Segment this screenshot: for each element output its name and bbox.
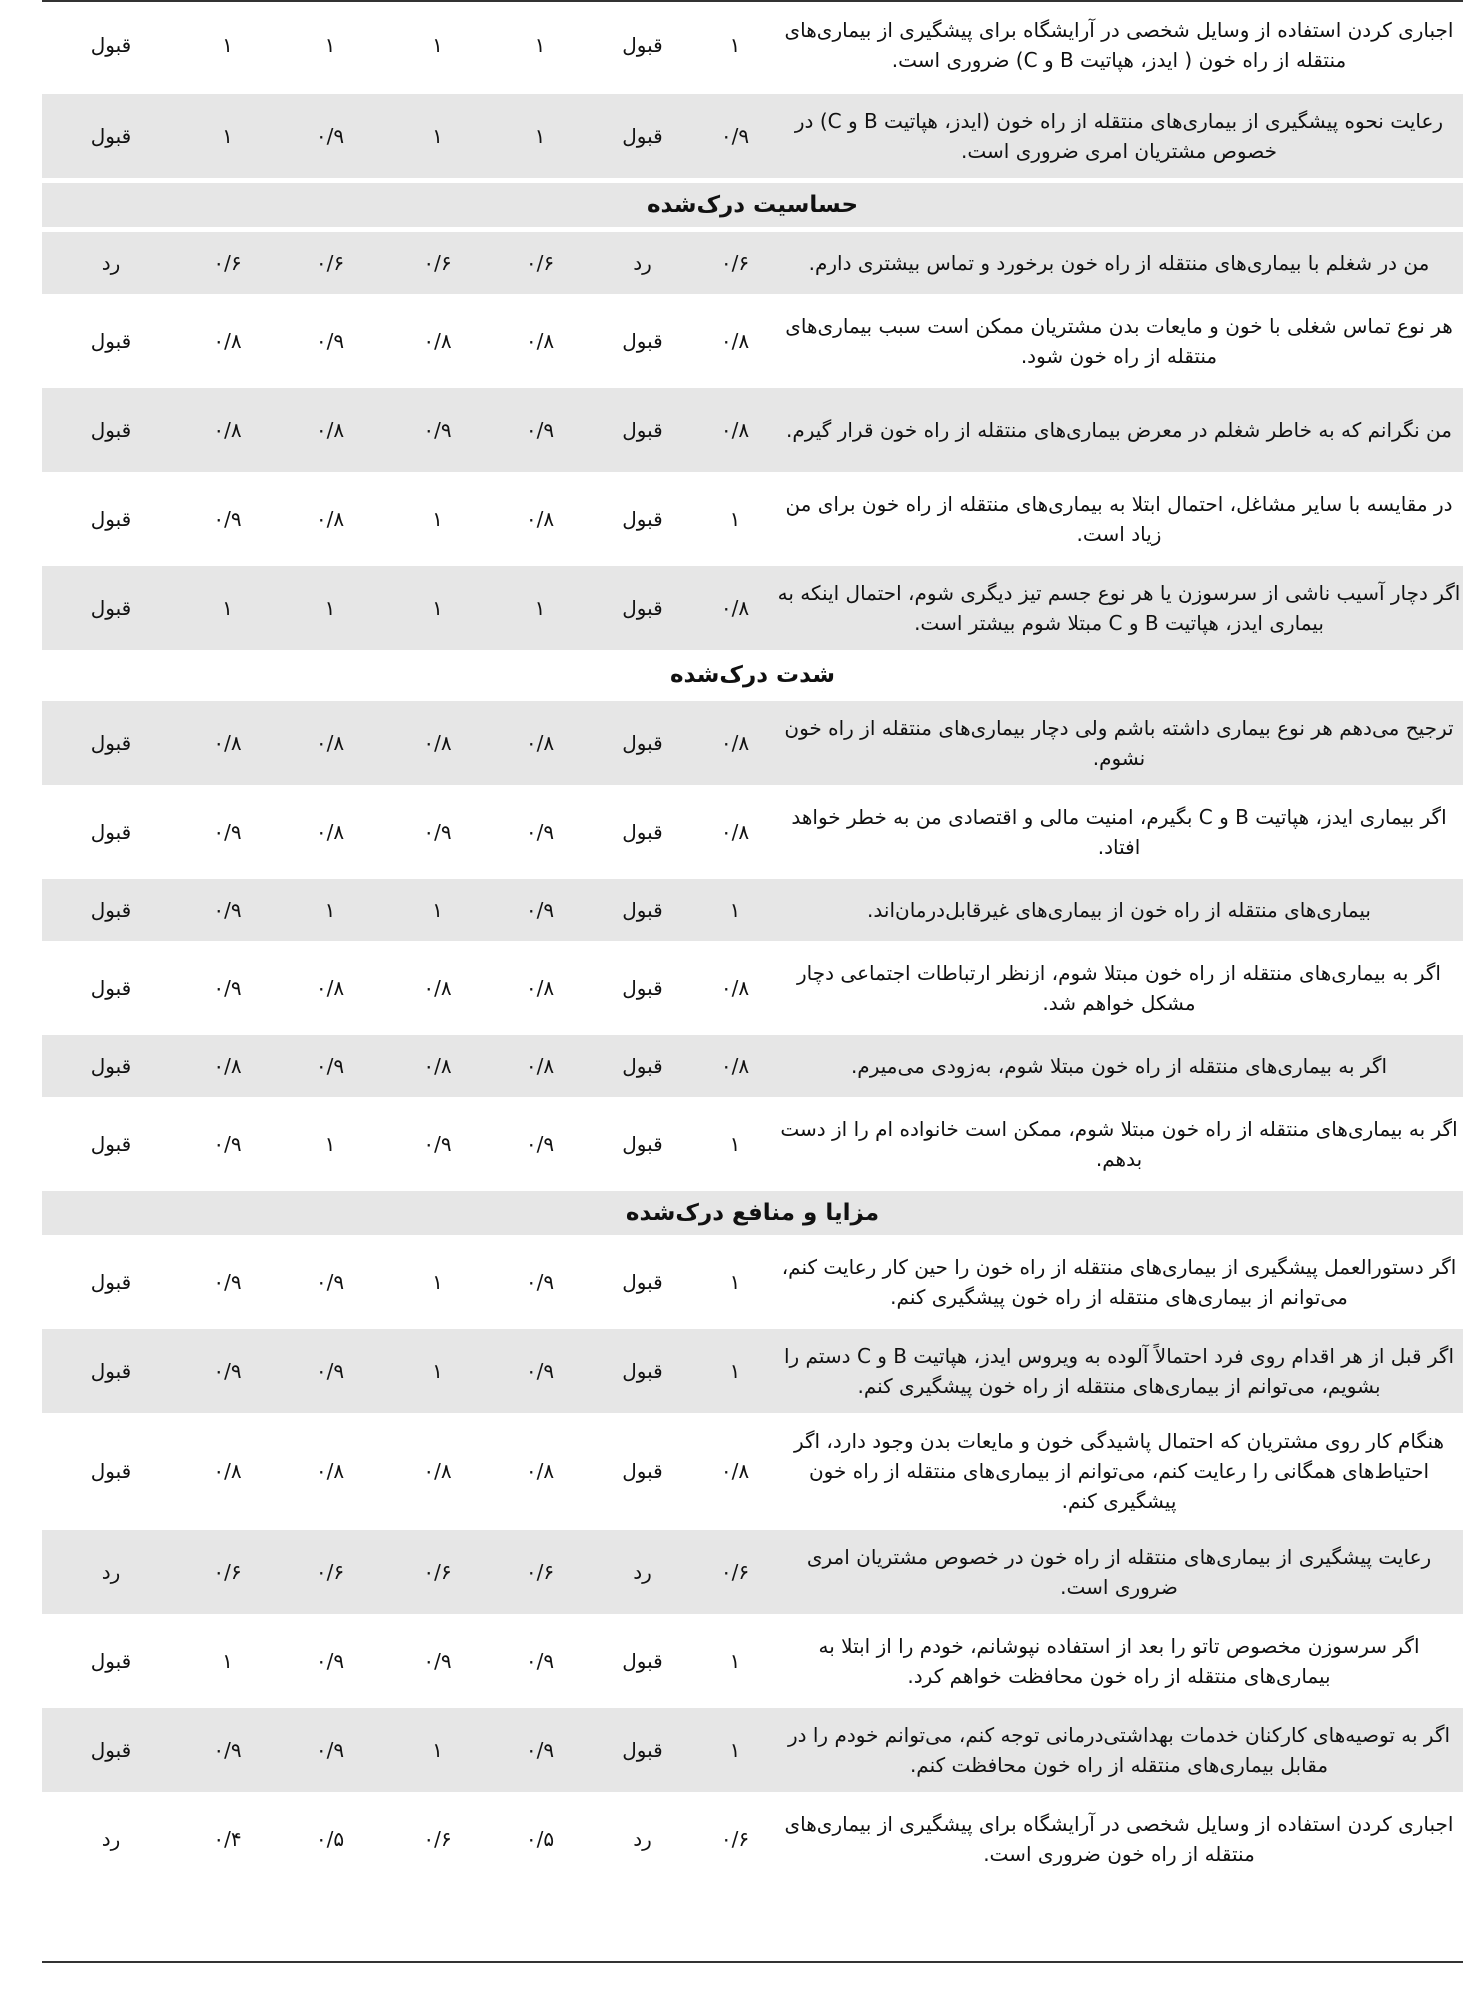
value-cell: ۱ — [275, 2, 385, 91]
value-cell: ۰/۹ — [180, 787, 275, 876]
statement-cell: اگر به توصیه‌های کارکنان خدمات بهداشتی‌درمانی توجه کنم، می‌توانم خودم را در مقابل بیماری‌های منتقله از راه خون محافظت کنم. — [775, 1705, 1463, 1794]
statement-cell: هنگام کار روی مشتریان که احتمال پاشیدگی خون و مایعات بدن وجود دارد، اگر احتیاط‌های همگانی را رعایت کنم، می‌توانم از بیماری‌های منتقله از راه خون پیشگیری کنم. — [775, 1415, 1463, 1527]
value-cell: ۰/۸ — [695, 296, 775, 385]
value-cell: ۰/۶ — [180, 229, 275, 296]
value-cell: ۰/۹ — [385, 1099, 490, 1188]
statement-cell: اجباری کردن استفاده از وسایل شخصی در آرایشگاه برای پیشگیری از بیماری‌های منتقله از راه خون ضروری است. — [775, 1794, 1463, 1883]
value-cell: ۰/۹ — [275, 1032, 385, 1099]
value-cell: قبول — [590, 385, 695, 474]
value-cell: ۰/۹ — [490, 1237, 590, 1326]
value-cell: قبول — [590, 876, 695, 943]
table-row — [42, 698, 1463, 787]
value-cell: قبول — [42, 563, 180, 652]
value-cell: قبول — [42, 1705, 180, 1794]
value-cell: ۰/۹ — [385, 1616, 490, 1705]
statement-cell: ترجیح می‌دهم هر نوع بیماری داشته باشم ولی دچار بیماری‌های منتقله از راه خون نشوم. — [775, 698, 1463, 787]
value-cell: قبول — [42, 474, 180, 563]
value-cell: ۱ — [385, 474, 490, 563]
validity-table — [42, 2, 1463, 1886]
value-cell: ۰/۶ — [275, 1527, 385, 1616]
value-cell: ۰/۹ — [180, 1705, 275, 1794]
value-cell: ۰/۴ — [180, 1794, 275, 1883]
value-cell: ۰/۹ — [490, 1099, 590, 1188]
value-cell: ۰/۸ — [385, 1415, 490, 1527]
statement-cell: اگر قبل از هر اقدام روی فرد احتمالاً آلوده به ویروس ایدز، هپاتیت B و C دستم را بشویم، می‌توانم از بیماری‌های منتقله از راه خون پیشگیری کنم. — [775, 1326, 1463, 1415]
statement-cell: بیماری‌های منتقله از راه خون از بیماری‌های غیرقابل‌درمان‌اند. — [775, 876, 1463, 943]
value-cell: ۱ — [695, 876, 775, 943]
value-cell: ۱ — [180, 1616, 275, 1705]
value-cell: ۰/۸ — [490, 698, 590, 787]
value-cell: ۰/۹ — [490, 876, 590, 943]
value-cell: ۱ — [695, 1326, 775, 1415]
value-cell: ۰/۸ — [490, 474, 590, 563]
table-row — [42, 1415, 1463, 1527]
value-cell: ۰/۸ — [275, 943, 385, 1032]
value-cell: ۱ — [490, 2, 590, 91]
value-cell: قبول — [42, 698, 180, 787]
value-cell: ۰/۸ — [275, 474, 385, 563]
value-cell: ۱ — [695, 1616, 775, 1705]
table-row — [42, 1616, 1463, 1705]
value-cell: ۰/۸ — [490, 943, 590, 1032]
value-cell: ۰/۹ — [385, 385, 490, 474]
table-row — [42, 563, 1463, 652]
value-cell: ۱ — [275, 563, 385, 652]
statement-cell: رعایت نحوه پیشگیری از بیماری‌های منتقله از راه خون (ایدز، هپاتیت B و C) در خصوص مشتریان امری ضروری است. — [775, 91, 1463, 180]
value-cell: قبول — [590, 1032, 695, 1099]
value-cell: ۰/۸ — [385, 296, 490, 385]
value-cell: قبول — [42, 91, 180, 180]
value-cell: ۰/۸ — [180, 296, 275, 385]
value-cell: رد — [42, 229, 180, 296]
value-cell: ۱ — [275, 1099, 385, 1188]
value-cell: ۰/۹ — [275, 91, 385, 180]
value-cell: ۰/۹ — [275, 1616, 385, 1705]
value-cell: ۰/۶ — [695, 229, 775, 296]
statement-cell: اجباری کردن استفاده از وسایل شخصی در آرایشگاه برای پیشگیری از بیماری‌های منتقله از راه خون ( ایدز، هپاتیت B و C) ضروری است. — [775, 2, 1463, 91]
value-cell: رد — [42, 1527, 180, 1616]
table-row — [42, 296, 1463, 385]
value-cell: قبول — [42, 1032, 180, 1099]
value-cell: قبول — [42, 2, 180, 91]
value-cell: ۱ — [490, 563, 590, 652]
value-cell: ۱ — [695, 1099, 775, 1188]
value-cell: ۱ — [180, 91, 275, 180]
table-row — [42, 229, 1463, 296]
value-cell: ۱ — [490, 91, 590, 180]
value-cell: ۰/۸ — [695, 787, 775, 876]
value-cell: ۰/۶ — [275, 229, 385, 296]
value-cell: ۰/۸ — [275, 1415, 385, 1527]
value-cell: قبول — [590, 91, 695, 180]
statement-cell: من نگرانم که به خاطر شغلم در معرض بیماری‌های منتقله از راه خون قرار گیرم. — [775, 385, 1463, 474]
value-cell: ۰/۶ — [385, 229, 490, 296]
table-row — [42, 1705, 1463, 1794]
value-cell: ۰/۹ — [180, 1326, 275, 1415]
value-cell: قبول — [42, 385, 180, 474]
value-cell: قبول — [42, 296, 180, 385]
value-cell: قبول — [42, 1237, 180, 1326]
value-cell: ۰/۹ — [180, 943, 275, 1032]
value-cell: ۰/۸ — [180, 1032, 275, 1099]
value-cell: قبول — [590, 1616, 695, 1705]
statement-cell: اگر سرسوزن مخصوص تاتو را بعد از استفاده نپوشانم، خودم را از ابتلا به بیماری‌های منتقله از راه خون محافظت خواهم کرد. — [775, 1616, 1463, 1705]
statement-cell: هر نوع تماس شغلی با خون و مایعات بدن مشتریان ممکن است سبب بیماری‌های منتقله از راه خون شود. — [775, 296, 1463, 385]
value-cell: قبول — [590, 1415, 695, 1527]
value-cell: رد — [590, 1794, 695, 1883]
value-cell: ۱ — [275, 876, 385, 943]
value-cell: ۱ — [695, 2, 775, 91]
value-cell: قبول — [590, 2, 695, 91]
value-cell: ۰/۶ — [490, 1527, 590, 1616]
value-cell: ۰/۸ — [490, 1032, 590, 1099]
value-cell: ۰/۸ — [695, 1415, 775, 1527]
table-row — [42, 1237, 1463, 1326]
value-cell: ۰/۵ — [275, 1794, 385, 1883]
value-cell: ۱ — [695, 1237, 775, 1326]
section-header-row — [42, 1188, 1463, 1237]
value-cell: قبول — [590, 474, 695, 563]
value-cell: ۰/۹ — [180, 474, 275, 563]
value-cell: ۰/۸ — [695, 563, 775, 652]
value-cell: ۱ — [695, 1705, 775, 1794]
statement-cell: اگر دستورالعمل پیشگیری از بیماری‌های منتقله از راه خون را حین کار رعایت کنم، می‌توانم از بیماری‌های منتقله از راه خون پیشگیری کنم. — [775, 1237, 1463, 1326]
value-cell: ۰/۹ — [275, 1237, 385, 1326]
value-cell: ۰/۸ — [275, 385, 385, 474]
table-bottom-rule — [42, 1961, 1463, 1963]
value-cell: ۰/۸ — [490, 1415, 590, 1527]
table-row — [42, 1527, 1463, 1616]
value-cell: ۰/۸ — [385, 1032, 490, 1099]
value-cell: قبول — [590, 563, 695, 652]
section-title: حساسیت درک‌شده — [42, 180, 1463, 229]
value-cell: ۰/۹ — [275, 1326, 385, 1415]
value-cell: قبول — [590, 943, 695, 1032]
section-header-row — [42, 180, 1463, 229]
value-cell: ۰/۸ — [490, 296, 590, 385]
value-cell: ۰/۹ — [180, 1237, 275, 1326]
value-cell: ۰/۹ — [385, 787, 490, 876]
table-row — [42, 943, 1463, 1032]
value-cell: ۰/۶ — [490, 229, 590, 296]
statement-cell: اگر بیماری ایدز، هپاتیت B و C بگیرم، امنیت مالی و اقتصادی من به خطر خواهد افتاد. — [775, 787, 1463, 876]
value-cell: ۰/۶ — [385, 1527, 490, 1616]
statement-cell: اگر به بیماری‌های منتقله از راه خون مبتلا شوم، ممکن است خانواده ام را از دست بدهم. — [775, 1099, 1463, 1188]
value-cell: قبول — [42, 1616, 180, 1705]
statement-cell: اگر به بیماری‌های منتقله از راه خون مبتلا شوم، به‌زودی می‌میرم. — [775, 1032, 1463, 1099]
value-cell: ۰/۶ — [695, 1794, 775, 1883]
value-cell: ۱ — [385, 1705, 490, 1794]
value-cell: ۱ — [385, 1237, 490, 1326]
value-cell: ۰/۶ — [180, 1527, 275, 1616]
value-cell: ۰/۸ — [385, 943, 490, 1032]
value-cell: ۰/۸ — [275, 698, 385, 787]
value-cell: قبول — [590, 1326, 695, 1415]
value-cell: قبول — [42, 1415, 180, 1527]
value-cell: ۰/۹ — [275, 296, 385, 385]
value-cell: ۱ — [385, 1326, 490, 1415]
table-row — [42, 2, 1463, 91]
table-row — [42, 385, 1463, 474]
value-cell: ۱ — [385, 876, 490, 943]
value-cell: ۰/۹ — [490, 1705, 590, 1794]
value-cell: قبول — [590, 1099, 695, 1188]
value-cell: ۰/۸ — [695, 943, 775, 1032]
value-cell: ۰/۹ — [180, 876, 275, 943]
value-cell: رد — [590, 229, 695, 296]
value-cell: قبول — [42, 876, 180, 943]
statement-cell: اگر دچار آسیب ناشی از سرسوزن یا هر نوع جسم تیز دیگری شوم، احتمال اینکه به بیماری ایدز، هپاتیت B و C مبتلا شوم بیشتر است. — [775, 563, 1463, 652]
value-cell: ۱ — [385, 563, 490, 652]
value-cell: ۱ — [385, 2, 490, 91]
value-cell: قبول — [42, 1099, 180, 1188]
value-cell: قبول — [590, 1237, 695, 1326]
value-cell: ۱ — [695, 474, 775, 563]
table-row — [42, 876, 1463, 943]
value-cell: ۰/۹ — [180, 1099, 275, 1188]
value-cell: ۰/۹ — [490, 1616, 590, 1705]
statement-cell: در مقایسه با سایر مشاغل، احتمال ابتلا به بیماری‌های منتقله از راه خون برای من زیاد است. — [775, 474, 1463, 563]
table-row — [42, 787, 1463, 876]
value-cell: ۰/۹ — [490, 787, 590, 876]
value-cell: قبول — [590, 787, 695, 876]
value-cell: ۰/۹ — [490, 1326, 590, 1415]
value-cell: ۱ — [180, 2, 275, 91]
value-cell: قبول — [590, 296, 695, 385]
value-cell: ۰/۸ — [695, 385, 775, 474]
table-row — [42, 474, 1463, 563]
value-cell: ۰/۸ — [180, 1415, 275, 1527]
table-row — [42, 1326, 1463, 1415]
section-header-row — [42, 652, 1463, 698]
statement-cell: رعایت پیشگیری از بیماری‌های منتقله از راه خون در خصوص مشتریان امری ضروری است. — [775, 1527, 1463, 1616]
value-cell: ۰/۸ — [385, 698, 490, 787]
value-cell: ۰/۸ — [180, 698, 275, 787]
value-cell: ۰/۵ — [490, 1794, 590, 1883]
value-cell: ۰/۶ — [385, 1794, 490, 1883]
value-cell: ۰/۸ — [275, 787, 385, 876]
table-row — [42, 1099, 1463, 1188]
table-row — [42, 1032, 1463, 1099]
value-cell: ۱ — [385, 91, 490, 180]
value-cell: قبول — [590, 698, 695, 787]
section-title: شدت درک‌شده — [42, 652, 1463, 698]
value-cell: رد — [590, 1527, 695, 1616]
statement-cell: من در شغلم با بیماری‌های منتقله از راه خون برخورد و تماس بیشتری دارم. — [775, 229, 1463, 296]
table-row — [42, 1794, 1463, 1883]
value-cell: ۰/۸ — [695, 698, 775, 787]
value-cell: ۰/۸ — [180, 385, 275, 474]
value-cell: رد — [42, 1794, 180, 1883]
statement-cell: اگر به بیماری‌های منتقله از راه خون مبتلا شوم، ازنظر ارتباطات اجتماعی دچار مشکل خواهم شد. — [775, 943, 1463, 1032]
value-cell: ۰/۶ — [695, 1527, 775, 1616]
value-cell: قبول — [42, 787, 180, 876]
value-cell: ۰/۹ — [695, 91, 775, 180]
value-cell: قبول — [42, 943, 180, 1032]
value-cell: ۱ — [180, 563, 275, 652]
section-title: مزایا و منافع درک‌شده — [42, 1188, 1463, 1237]
value-cell: قبول — [42, 1326, 180, 1415]
value-cell: قبول — [590, 1705, 695, 1794]
table-row — [42, 91, 1463, 180]
value-cell: ۰/۹ — [275, 1705, 385, 1794]
value-cell: ۰/۹ — [490, 385, 590, 474]
value-cell: ۰/۸ — [695, 1032, 775, 1099]
